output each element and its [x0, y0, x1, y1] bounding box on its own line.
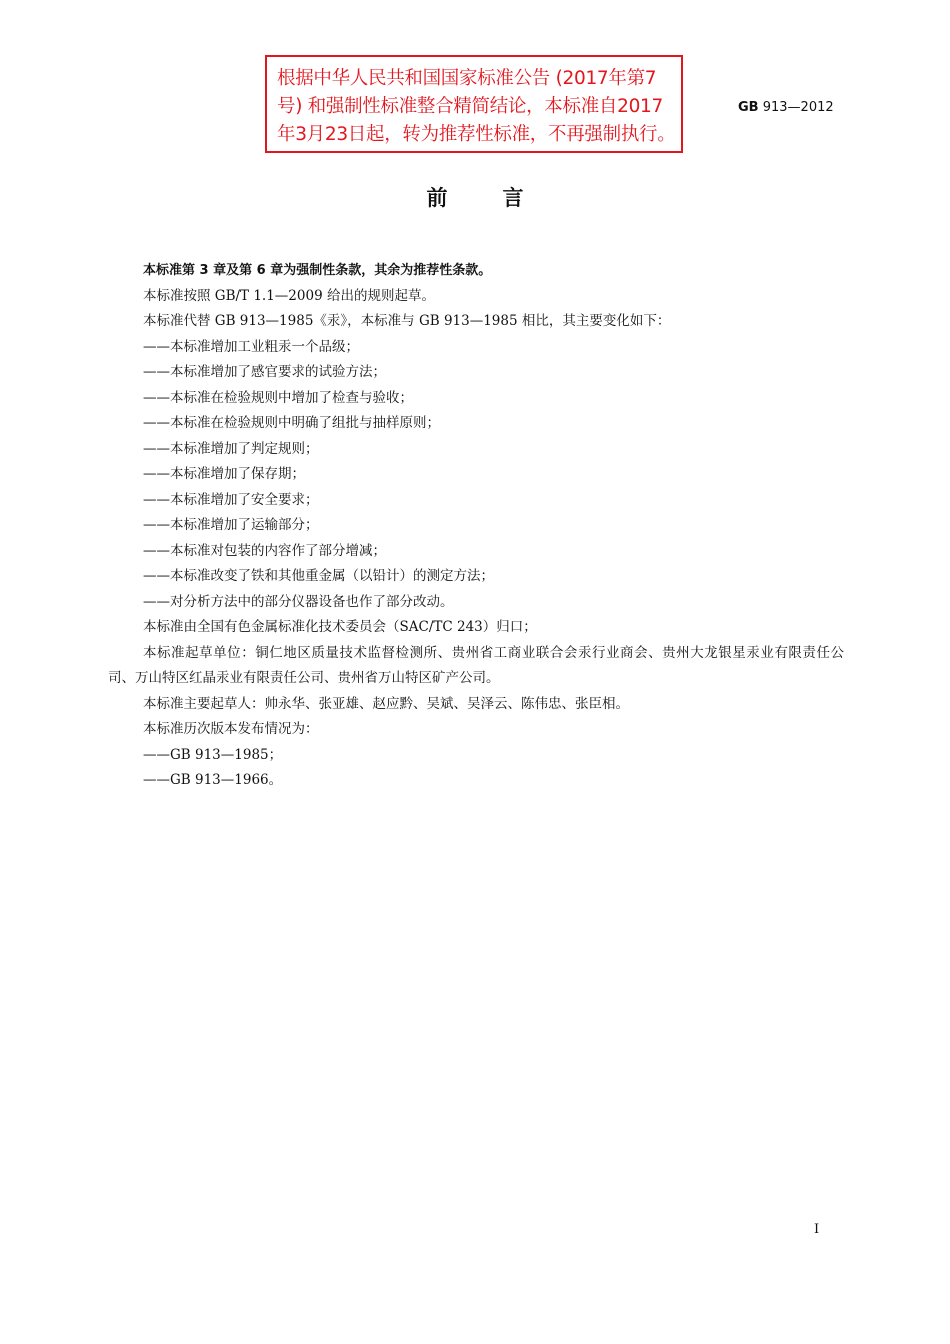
change-item: ——本标准增加工业粗汞一个品级； — [143, 338, 359, 355]
notice-line: 根据中华人民共和国国家标准公告 (2017年第7 — [277, 68, 657, 89]
drafting-units-paragraph: 本标准起草单位：铜仁地区质量技术监督检测所、贵州省工商业联合会汞行业商会、贵州大龙银星汞业有限责任公司、万山特区红晶汞业有限责任公司、贵州省万山特区矿产公司。 — [108, 644, 844, 686]
change-item: ——对分析方法中的部分仪器设备也作了部分改动。 — [143, 593, 454, 610]
version-item: ——GB 913—1985； — [143, 746, 283, 763]
change-item: ——本标准改变了铁和其他重金属（以铅计）的测定方法； — [143, 568, 494, 584]
standard-code-prefix: GB — [738, 100, 759, 115]
page-number: I — [814, 1222, 820, 1237]
drafters-paragraph: 本标准主要起草人：帅永华、张亚雄、赵应黔、吴斌、吴泽云、陈伟忠、张臣相。 — [143, 695, 629, 712]
change-item: ——本标准增加了运输部分； — [143, 517, 319, 533]
foreword-body — [108, 258, 844, 794]
mandatory-clause-statement: 本标准第 3 章及第 6 章为强制性条款，其余为推荐性条款。 — [143, 263, 492, 278]
paragraph: 本标准历次版本发布情况为： — [143, 721, 319, 737]
standard-code-number: 913—2012 — [762, 100, 834, 115]
paragraph: 本标准代替 GB 913—1985《汞》，本标准与 GB 913—1985 相比，其主要变化如下： — [143, 313, 671, 329]
change-item: ——本标准在检验规则中增加了检查与验收； — [143, 389, 413, 406]
paragraph: 本标准由全国有色金属标准化技术委员会（SAC/TC 243）归口； — [143, 619, 537, 635]
paragraph: 本标准按照 GB/T 1.1—2009 给出的规则起草。 — [143, 287, 435, 304]
page-title: 前言 — [426, 186, 579, 210]
standard-code — [738, 100, 834, 115]
change-item: ——本标准增加了判定规则； — [143, 440, 319, 457]
change-item: ——本标准增加了保存期； — [143, 466, 305, 482]
notice-line: 年3月23日起，转为推荐性标准，不再强制执行。 — [277, 124, 676, 145]
change-item: ——本标准对包装的内容作了部分增减； — [143, 542, 386, 559]
change-item: ——本标准增加了感官要求的试验方法； — [143, 364, 386, 380]
notice-line: 号) 和强制性标准整合精简结论，本标准自2017 — [277, 96, 663, 117]
version-item: ——GB 913—1966。 — [143, 772, 283, 788]
change-item: ——本标准在检验规则中明确了组批与抽样原则； — [143, 415, 440, 431]
mandatory-status-notice — [265, 55, 683, 153]
change-item: ——本标准增加了安全要求； — [143, 491, 319, 508]
